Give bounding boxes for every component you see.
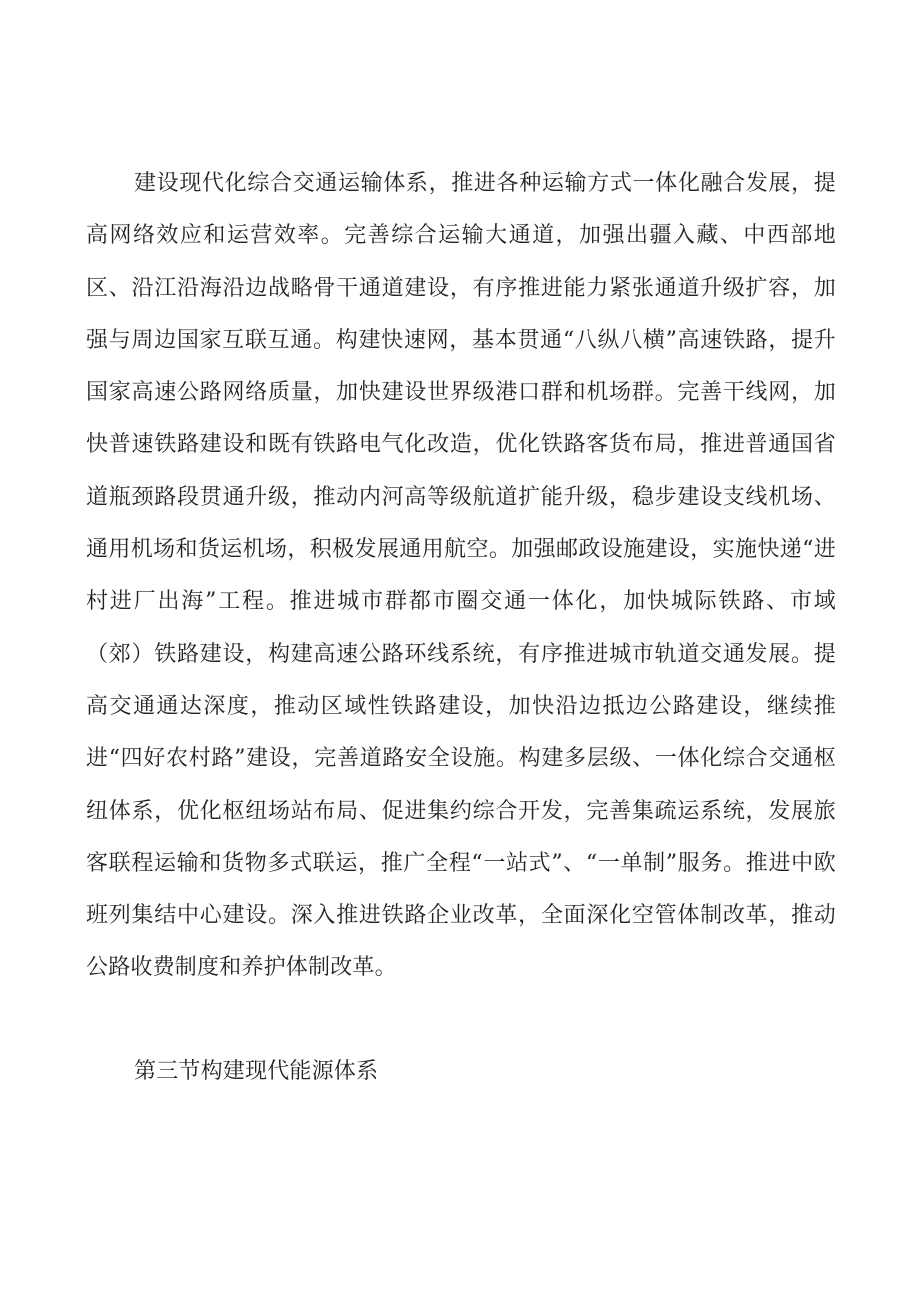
section-heading: 第三节构建现代能源体系: [134, 1059, 379, 1084]
body-paragraph: 建设现代化综合交通运输体系，推进各种运输方式一体化融合发展，提高网络效应和运营效率。完善综合运输大通道，加强出疆入藏、中西部地区、沿江沿海沿边战略骨干通道建设，有序推进能力紧张通道升级扩容，加强与周边国家互联互通。构建快速网，基本贯通“八纵八横”高速铁路，提升国家高速公路网络质量，加快建设世界级港口群和机场群。完善干线网，加快普速铁路建设和既有铁路电气化改造，优化铁路客货布局，推进普通国省道瓶颈路段贯通升级，推动内河高等级航道扩能升级，稳步建设支线机场、通用机场和货运机场，积极发展通用航空。加强邮政设施建设，实施快递“进村进厂出海”工程。推进城市群都市圈交通一体化，加快城际铁路、市域（郊）铁路建设，构建高速公路环线系统，有序推进城市轨道交通发展。提高交通通达深度，推动区域性铁路建设，加快沿边抵边公路建设，继续推进“四好农村路”建设，完善道路安全设施。构建多层级、一体化综合交通枢纽体系，优化枢纽场站布局、促进集约综合开发，完善集疏运系统，发展旅客联程运输和货物多式联运，推广全程“一站式”、“一单制”服务。推进中欧班列集结中心建设。深入推进铁路企业改革，全面深化空管体制改革，推动公路收费制度和养护体制改革。: [86, 171, 836, 981]
